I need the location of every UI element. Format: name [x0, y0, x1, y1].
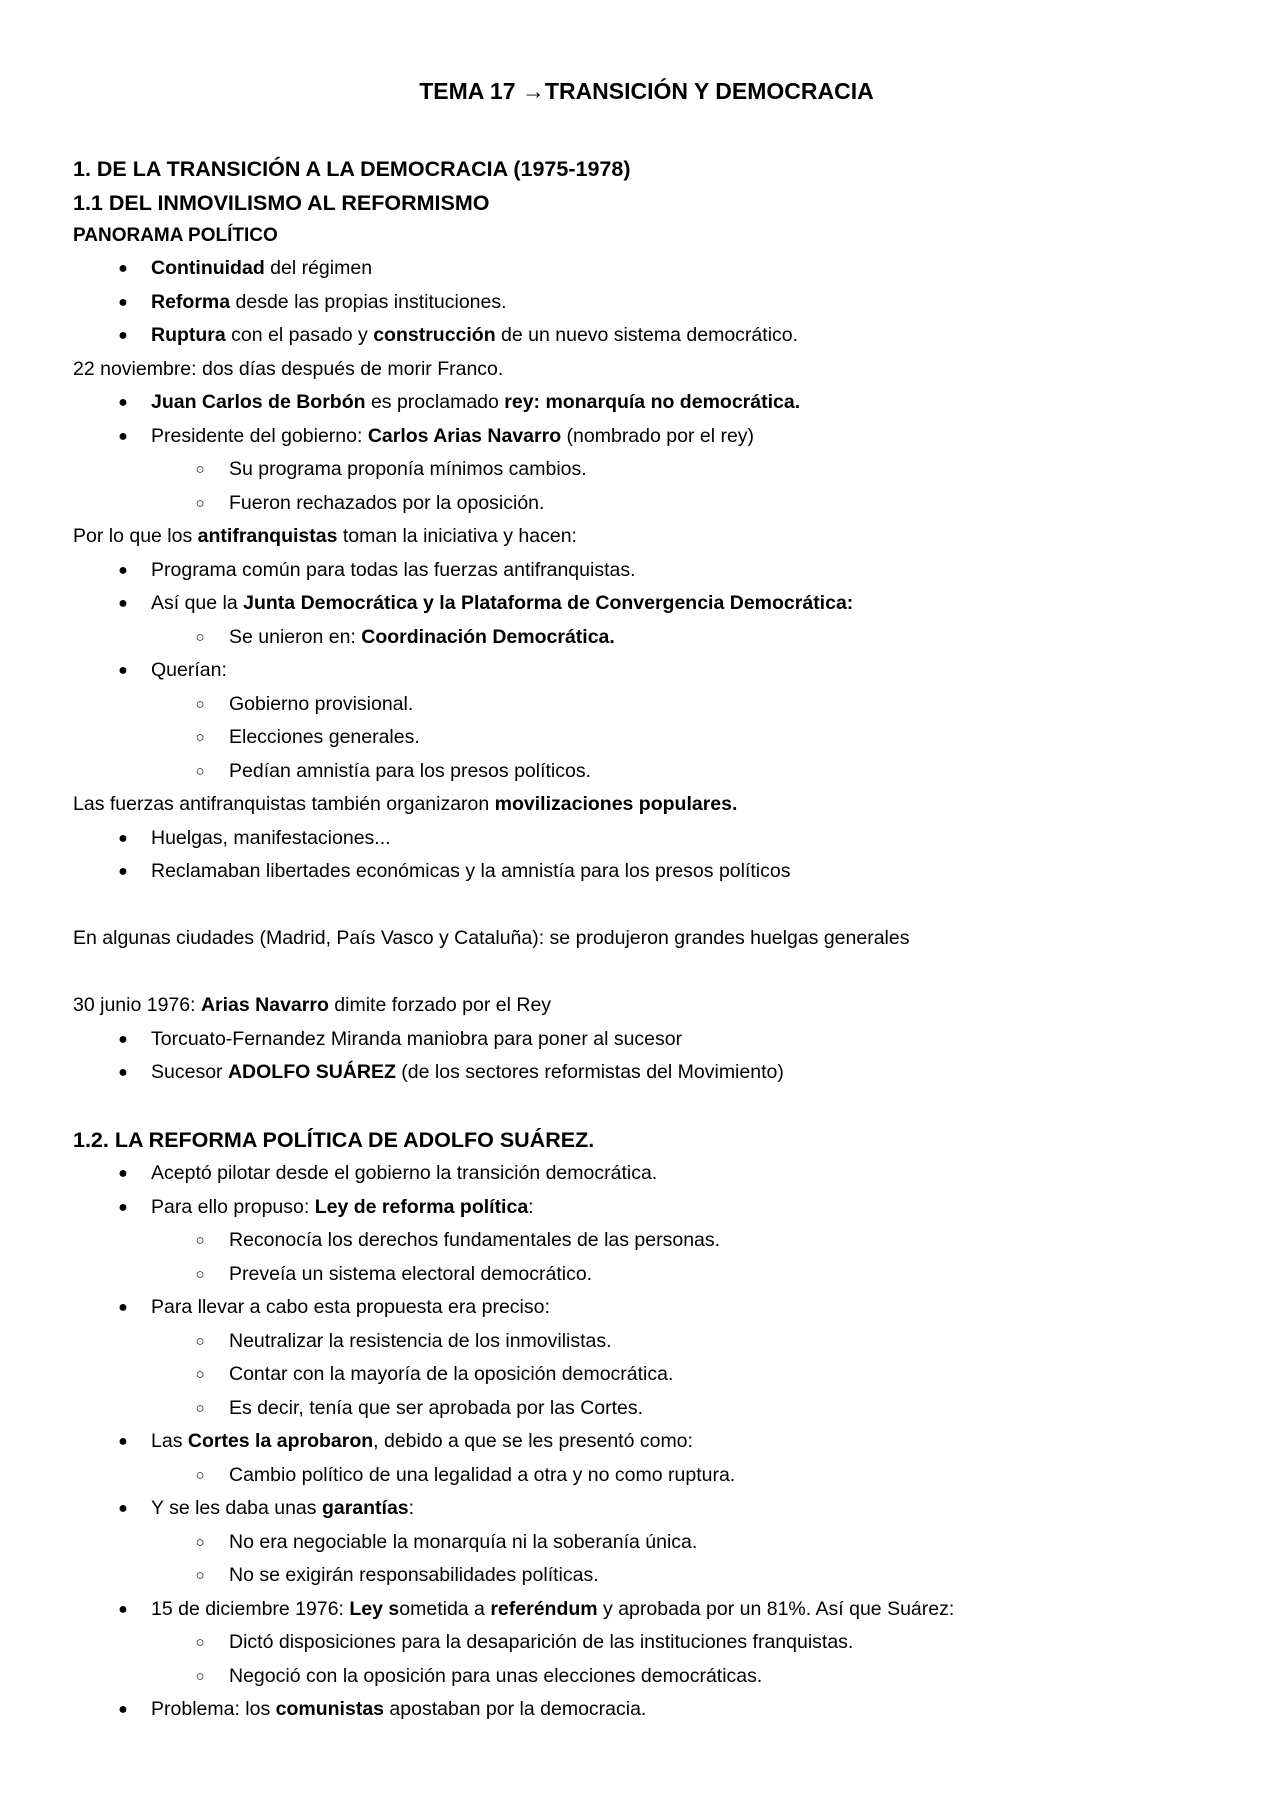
bullet-marker: ●: [118, 1299, 128, 1316]
sub-list-item: ○ Elecciones generales.: [73, 721, 1220, 755]
sub-list-item: ○ Negoció con la oposición para unas elecciones democráticas.: [73, 1660, 1220, 1694]
list-item: ● Así que la Junta Democrática y la Plataforma de Convergencia Democrática:: [73, 587, 1220, 621]
circle-marker: ○: [195, 1634, 205, 1651]
list-item: ● Para ello propuso: Ley de reforma política:: [73, 1191, 1220, 1225]
bullet-marker: ●: [118, 1030, 128, 1048]
subsection-heading-1-1: 1.1 DEL INMOVILISMO AL REFORMISMO: [73, 191, 490, 215]
circle-marker: ○: [195, 461, 205, 478]
bullet-marker: ●: [118, 1600, 128, 1618]
circle-marker: ○: [195, 1567, 205, 1584]
list-item: ● Aceptó pilotar desde el gobierno la transición democrática.: [73, 1157, 1220, 1191]
sub-list-item: ○ Gobierno provisional.: [73, 688, 1220, 722]
subsection-heading-1-2: 1.2. LA REFORMA POLÍTICA DE ADOLFO SUÁREZ.: [73, 1128, 595, 1152]
sub-list-item: ○ Cambio político de una legalidad a otra y no como ruptura.: [73, 1459, 1220, 1493]
sub-list-item: ○ Su programa proponía mínimos cambios.: [73, 453, 1220, 487]
list-item: ● Reforma desde las propias instituciones.: [73, 286, 1220, 320]
sub-list-item: ○ Pedían amnistía para los presos políticos.: [73, 755, 1220, 789]
list-item: ● Problema: los comunistas apostaban por la democracia.: [73, 1693, 1220, 1727]
bullet-marker: ●: [118, 1198, 128, 1216]
list-item: ● Reclamaban libertades económicas y la amnistía para los presos políticos: [73, 855, 1220, 889]
sub-list-item: ○ Contar con la mayoría de la oposición democrática.: [73, 1358, 1220, 1392]
sub-list-item: ○ Fueron rechazados por la oposición.: [73, 487, 1220, 521]
sub-list-item: ○ No era negociable la monarquía ni la soberanía única.: [73, 1526, 1220, 1560]
bullet-marker: ●: [118, 829, 128, 847]
circle-marker: ○: [195, 1366, 205, 1383]
panorama-heading: PANORAMA POLÍTICO: [73, 225, 278, 246]
circle-marker: ○: [195, 494, 205, 512]
sub-list-item: ○ Reconocía los derechos fundamentales de las personas.: [73, 1224, 1220, 1258]
circle-marker: ○: [195, 729, 205, 746]
bullet-marker: ●: [118, 561, 128, 579]
sub-list-item: ○ Se unieron en: Coordinación Democrática.: [73, 621, 1220, 655]
bullet-marker: ●: [118, 1064, 128, 1081]
list-item: ● 15 de diciembre 1976: Ley sometida a referéndum y aprobada por un 81%. Así que Suárez:: [73, 1593, 1220, 1627]
list-item: ● Y se les daba unas garantías:: [73, 1492, 1220, 1526]
list-item: ● Querían:: [73, 654, 1220, 688]
circle-marker: ○: [195, 1332, 205, 1350]
paragraph-line: 30 junio 1976: Arias Navarro dimite forzado por el Rey: [73, 994, 552, 1016]
paragraph-line: Por lo que los antifranquistas toman la iniciativa y hacen:: [73, 525, 577, 547]
list-item: ● Programa común para todas las fuerzas antifranquistas.: [73, 554, 1220, 588]
bullet-marker: ●: [118, 327, 128, 344]
spacer: [73, 1090, 1220, 1124]
page-title: TEMA 17 →TRANSICIÓN Y DEMOCRACIA: [419, 78, 874, 104]
circle-marker: ○: [195, 695, 205, 713]
bullet-marker: ●: [118, 260, 128, 277]
sub-list-item: ○ Preveía un sistema electoral democrático.: [73, 1258, 1220, 1292]
section-heading-1: 1. DE LA TRANSICIÓN A LA DEMOCRACIA (1975-1978): [73, 157, 631, 181]
list-item: ● Juan Carlos de Borbón es proclamado rey: monarquía no democrática.: [73, 386, 1220, 420]
bullet-marker: ●: [118, 1433, 128, 1450]
sub-list-item: ○ Es decir, tenía que ser aprobada por las Cortes.: [73, 1392, 1220, 1426]
list-item: ● Torcuato-Fernandez Miranda maniobra para poner al sucesor: [73, 1023, 1220, 1057]
list-item: ● Sucesor ADOLFO SUÁREZ (de los sectores reformistas del Movimiento): [73, 1056, 1220, 1090]
bullet-marker: ●: [118, 662, 128, 679]
list-item: ● Continuidad del régimen: [73, 252, 1220, 286]
circle-marker: ○: [195, 628, 205, 646]
list-item: ● Para llevar a cabo esta propuesta era preciso:: [73, 1291, 1220, 1325]
bullet-marker: ●: [118, 1701, 128, 1718]
sub-list-item: ○ Neutralizar la resistencia de los inmovilistas.: [73, 1325, 1220, 1359]
list-item: ● Presidente del gobierno: Carlos Arias Navarro (nombrado por el rey): [73, 420, 1220, 454]
sub-list-item: ○ Dictó disposiciones para la desaparición de las instituciones franquistas.: [73, 1626, 1220, 1660]
bullet-marker: ●: [118, 863, 128, 880]
spacer: [73, 889, 1220, 923]
paragraph-line: 22 noviembre: dos días después de morir Franco.: [73, 357, 504, 380]
bullet-marker: ●: [118, 394, 128, 411]
circle-marker: ○: [195, 1399, 205, 1417]
circle-marker: ○: [195, 1533, 205, 1551]
list-item: ● Huelgas, manifestaciones...: [73, 822, 1220, 856]
sub-list-item: ○ No se exigirán responsabilidades políticas.: [73, 1559, 1220, 1593]
paragraph-line: Las fuerzas antifranquistas también organizaron movilizaciones populares.: [73, 793, 738, 815]
list-item: ● Ruptura con el pasado y construcción de un nuevo sistema democrático.: [73, 319, 1220, 353]
bullet-marker: ●: [118, 1165, 128, 1182]
spacer: [73, 956, 1220, 990]
bullet-marker: ●: [118, 1500, 128, 1517]
list-item: ● Las Cortes la aprobaron, debido a que se les presentó como:: [73, 1425, 1220, 1459]
bullet-marker: ●: [118, 293, 128, 311]
circle-marker: ○: [195, 1466, 205, 1484]
paragraph-line: En algunas ciudades (Madrid, País Vasco y Cataluña): se produjeron grandes huelgas generales: [73, 927, 910, 949]
circle-marker: ○: [195, 762, 205, 780]
bullet-marker: ●: [118, 427, 128, 445]
circle-marker: ○: [195, 1265, 205, 1283]
circle-marker: ○: [195, 1667, 205, 1685]
bullet-marker: ●: [118, 595, 128, 612]
circle-marker: ○: [195, 1232, 205, 1249]
